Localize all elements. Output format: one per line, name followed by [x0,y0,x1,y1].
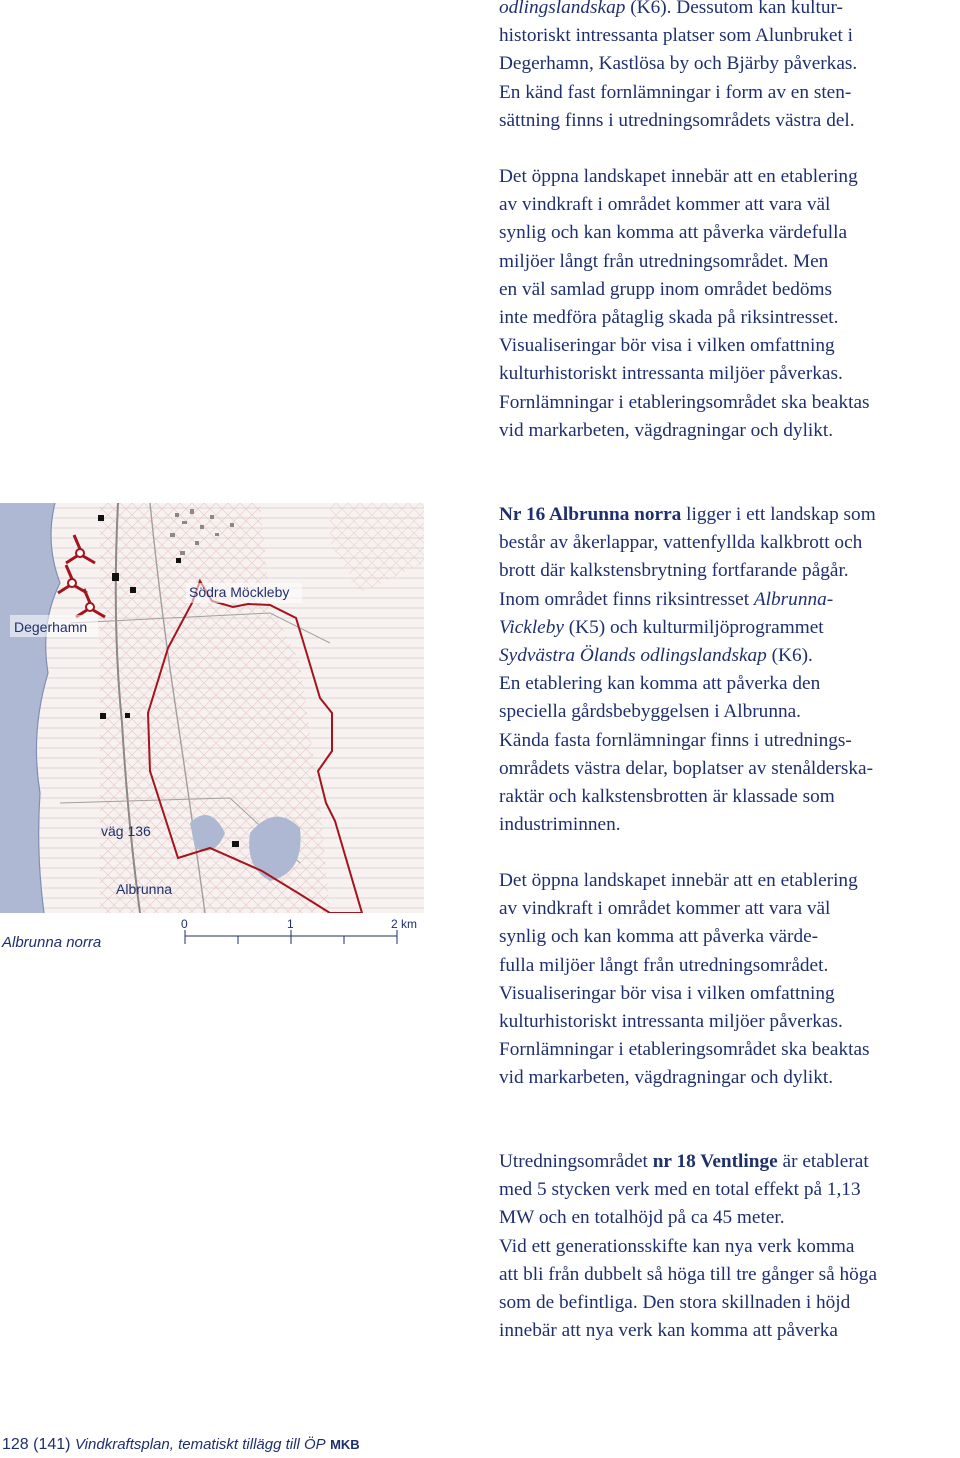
text-line: Det öppna landskapet innebär att en etablering [499,166,858,187]
text-line: kulturhistoriskt intressanta miljöer påverkas. [499,363,843,385]
label-albrunna: Albrunna [116,881,173,897]
text-line: består av åkerlappar, vattenfyllda kalkbrott och [499,532,863,554]
text-line: Visualiseringar bör visa i vilken omfattning [499,335,835,357]
document-section: MKB [330,1437,360,1452]
text-line: som de befintliga. Den stora skillnaden i höjd [499,1292,851,1314]
text-line: vid markarbeten, vägdragningar och dylikt. [499,1067,834,1089]
text-line: inte medföra påtaglig skada på riksintresset. [499,307,839,329]
text-line: odlingslandskap (K6). Dessutom kan kultur- [499,0,843,18]
text-line: miljöer långt från utredningsområdet. Men [499,250,829,272]
text-line: Sydvästra Ölands odlingslandskap (K6). [499,645,813,667]
text-line: områdets västra delar, boplatser av stenålderska- [499,757,873,779]
text-line: med 5 stycken verk med en total effekt på 1,13 [499,1179,861,1201]
landscape-paragraph-1 [499,163,960,445]
scale-tick-2km: 2 km [391,917,418,931]
text-line: sättning finns i utredningsområdets västra del. [499,109,855,131]
text-line: Fornlämningar i etableringsområdet ska beaktas [499,1039,870,1061]
label-sodra-mockleby: Södra Möckleby [189,584,290,600]
text-line: vid markarbeten, vägdragningar och dylikt. [499,419,834,441]
ventlinge-paragraph [499,1148,960,1345]
albrunna-norra-paragraph [499,501,960,839]
document-title: Vindkraftsplan, tematiskt tillägg till ÖP [74,1436,326,1453]
text-line: industriminnen. [499,814,621,836]
text-line: Visualiseringar bör visa i vilken omfattning [499,982,835,1004]
text-line: synlig och kan komma att påverka värde- [499,926,819,948]
text-line: raktär och kalkstensbrotten är klassade som [499,786,835,808]
text-line: Vid ett generationsskifte kan nya verk komma [499,1235,855,1257]
text-line: Degerhamn, Kastlösa by och Bjärby påverkas. [499,53,858,75]
scale-bar [185,930,397,944]
text-line: speciella gårdsbebyggelsen i Albrunna. [499,701,801,723]
text-line: historiskt intressanta platser som Alunbruket i [499,25,853,47]
label-albrunna-norra: Albrunna norra [2,934,102,951]
page-footer [2,1436,360,1454]
scale-tick-1: 1 [287,917,294,931]
text-line: En känd fast fornlämningar i form av en sten- [499,81,852,103]
label-vag-136: väg 136 [101,823,151,839]
text-line: Inom området finns riksintresset Albrunna- [499,588,834,610]
text-line: innebär att nya verk kan komma att påverka [499,1320,838,1342]
label-degerhamn: Degerhamn [14,619,88,635]
text-line: MW och en totalhöjd på ca 45 meter. [499,1207,785,1229]
site-map [0,503,460,955]
text-line: en väl samlad grupp inom området bedöms [499,278,833,300]
top-paragraph [499,0,960,135]
text-line: kulturhistoriskt intressanta miljöer påverkas. [499,1011,843,1033]
scale-tick-0: 0 [181,917,188,931]
text-line: Nr 16 Albrunna norra ligger i ett landskap som [499,504,876,525]
text-line: Det öppna landskapet innebär att en etablering [499,870,858,891]
text-line: av vindkraft i området kommer att vara väl [499,194,831,216]
text-line: brott där kalkstensbrytning fortfarande pågår. [499,560,849,582]
text-line: att bli från dubbelt så höga till tre gånger så höga [499,1263,878,1285]
text-line: En etablering kan komma att påverka den [499,673,821,695]
text-line: Utredningsområdet nr 18 Ventlinge är etablerat [499,1151,869,1172]
page-number: 128 (141) [2,1436,71,1453]
text-line: Vickleby (K5) och kulturmiljöprogrammet [499,616,824,638]
landscape-paragraph-2 [499,867,960,1093]
text-line: Kända fasta fornlämningar finns i utrednings- [499,729,852,751]
text-line: synlig och kan komma att påverka värdefulla [499,222,848,244]
text-line: fulla miljöer långt från utredningsområdet. [499,954,829,976]
text-line: Fornlämningar i etableringsområdet ska beaktas [499,391,870,413]
text-line: av vindkraft i området kommer att vara väl [499,898,831,920]
